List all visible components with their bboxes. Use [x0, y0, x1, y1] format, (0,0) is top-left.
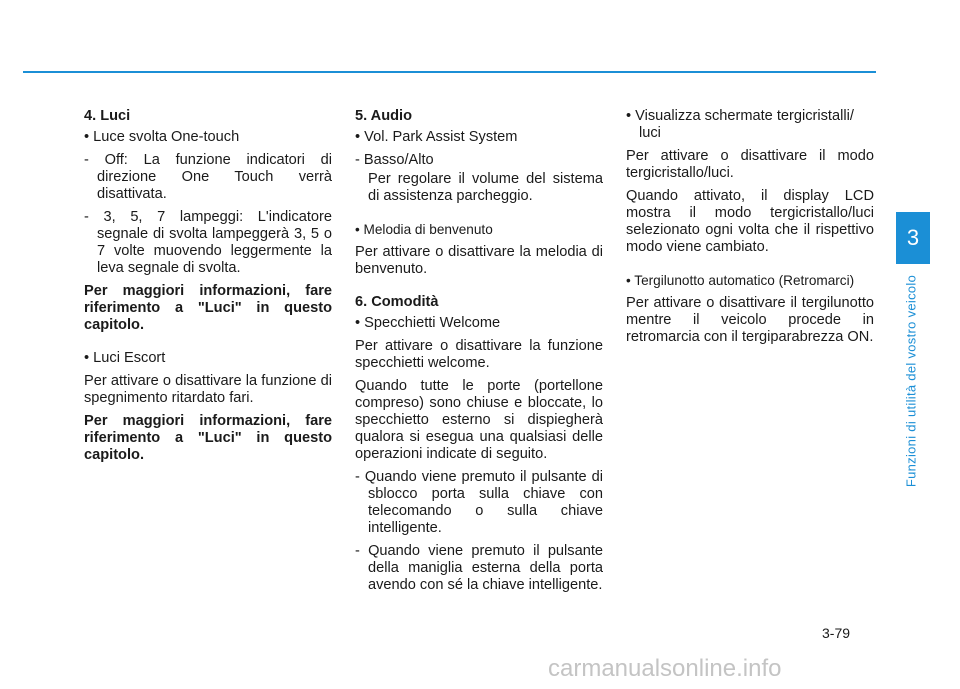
item-lampeggi: - 3, 5, 7 lampeggi: L'indicatore segnale di svolta lampeggerà 3, 5 o 7 volte muovendo leggermente la leva segnale di svolta.	[84, 209, 332, 276]
paragraph-modo: Per attivare o disattivare il modo tergicristallo/luci.	[626, 148, 874, 181]
item-basso-alto: - Basso/Alto	[355, 152, 434, 168]
paragraph-melodia: Per attivare o disattivare la melodia di benvenuto.	[355, 244, 603, 277]
section-heading-luci: 4. Luci	[84, 108, 131, 124]
paragraph-display: Quando attivato, il display LCD mostra il modo tergicristallo/luci selezionato ogni volta che il rispettivo modo viene cambiato.	[626, 188, 874, 255]
column-2	[355, 108, 603, 600]
section-heading-audio: 5. Audio	[355, 108, 413, 124]
note-luci-2: Per maggiori informazioni, fare riferimento a "Luci" in questo capitolo.	[84, 413, 332, 463]
bullet-park-assist: • Vol. Park Assist System	[355, 129, 518, 145]
watermark: carmanualsonline.info	[548, 655, 782, 682]
bullet-luci-escort: • Luci Escort	[84, 350, 166, 366]
bullet-specchietti: • Specchietti Welcome	[355, 315, 501, 331]
bullet-one-touch: • Luce svolta One-touch	[84, 129, 240, 145]
top-rule	[23, 71, 876, 73]
chapter-tab: 3	[896, 212, 930, 264]
bullet-schermate: • Visualizza schermate tergicristalli/ luci	[626, 108, 854, 141]
item-pulsante-sblocco: - Quando viene premuto il pulsante di sblocco porta sulla chiave con telecomando o sulla chiave intelligente.	[355, 469, 603, 536]
item-pulsante-maniglia: - Quando viene premuto il pulsante della maniglia esterna della porta avendo con sé la chiave intelligente.	[355, 543, 603, 593]
column-3	[626, 108, 874, 352]
bullet-melodia: • Melodia di benvenuto	[355, 222, 493, 237]
paragraph-volume: Per regolare il volume del sistema di assistenza parcheggio.	[368, 171, 603, 204]
chapter-title-text: Funzioni di utilità del vostro veicolo	[903, 274, 919, 487]
item-off: - Off: La funzione indicatori di direzione One Touch verrà disattivata.	[84, 152, 332, 202]
paragraph-specchietti: Per attivare o disattivare la funzione specchietti welcome.	[355, 338, 603, 371]
section-heading-comodita: 6. Comodità	[355, 294, 439, 310]
paragraph-tergilunotto: Per attivare o disattivare il tergilunotto mentre il veicolo procede in retromarcia con il tergiparabrezza ON.	[626, 295, 874, 345]
paragraph-escort: Per attivare o disattivare la funzione di spegnimento ritardato fari.	[84, 373, 332, 406]
chapter-title	[900, 268, 922, 493]
column-1	[84, 108, 332, 470]
page-number: 3-79	[822, 625, 851, 641]
paragraph-porte: Quando tutte le porte (portellone compreso) sono chiuse e bloccate, lo specchietto esterno si dispiegherà qualora si esegua una qualsiasi delle operazioni indicate di seguito.	[355, 378, 603, 462]
bullet-tergilunotto: • Tergilunotto automatico (Retromarci)	[626, 273, 855, 288]
note-luci-1: Per maggiori informazioni, fare riferimento a "Luci" in questo capitolo.	[84, 283, 332, 333]
